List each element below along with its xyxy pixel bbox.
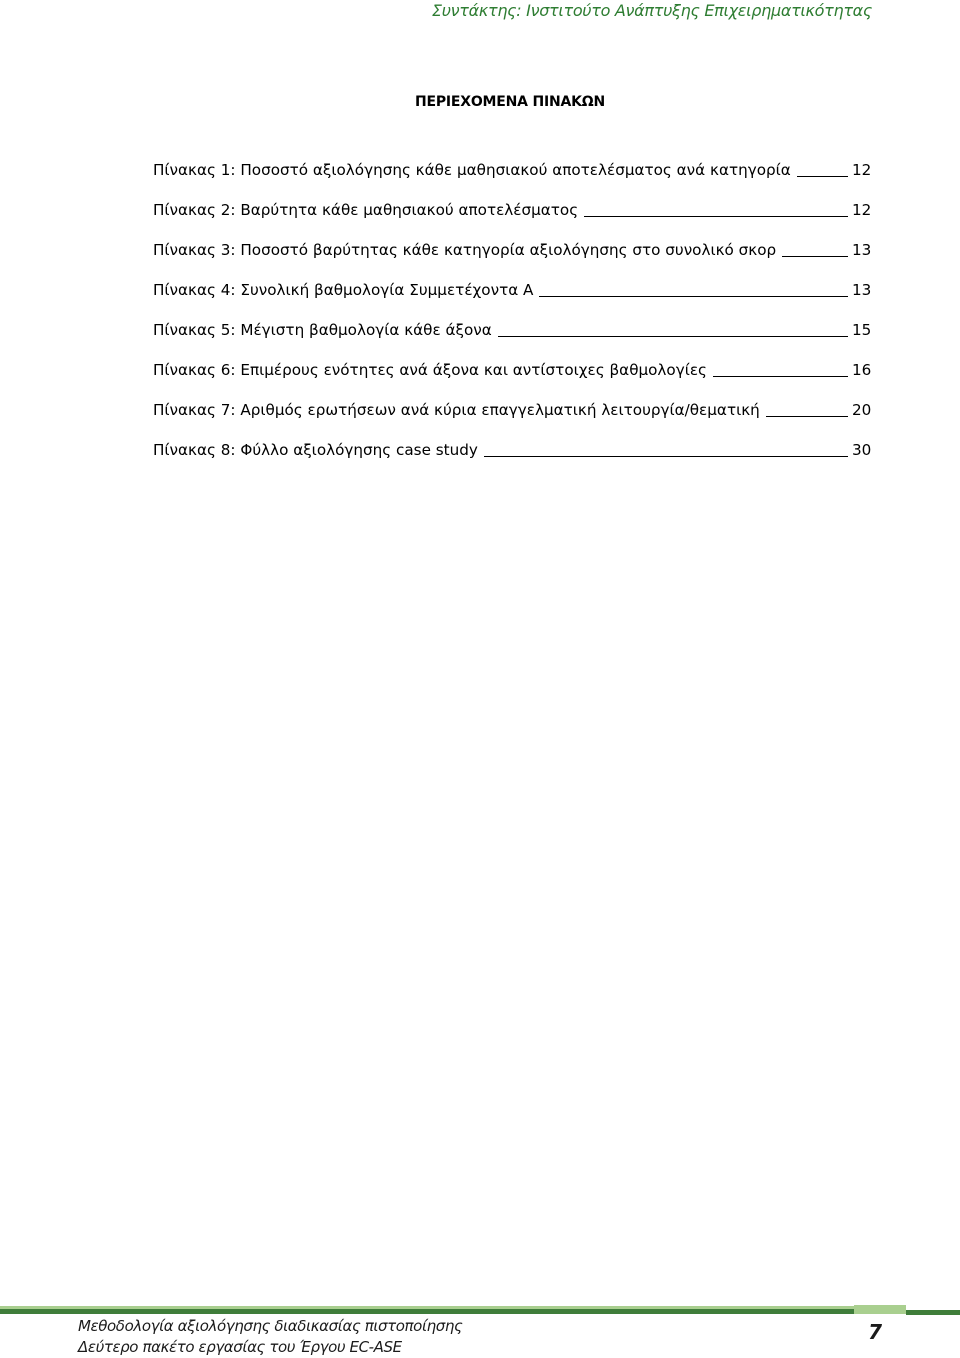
footer-line-1: Μεθοδολογία αξιολόγησης διαδικασίας πιστοποίησης — [78, 1317, 463, 1335]
toc-entry[interactable] — [153, 150, 870, 190]
footer-band-light-block — [854, 1305, 906, 1314]
toc-entry-page: 30 — [852, 441, 872, 459]
footer-line-2: Δεύτερο πακέτο εργασίας του Έργου EC-ASE — [78, 1338, 402, 1356]
toc-leader-line — [539, 296, 848, 297]
toc-entry[interactable] — [153, 310, 870, 350]
toc-entry[interactable] — [153, 430, 870, 470]
toc-entry-label: Πίνακας 5: Μέγιστη βαθμολογία κάθε άξονα — [153, 321, 492, 339]
toc-leader-line — [484, 456, 848, 457]
footer-band-dark-end — [906, 1310, 960, 1315]
toc-title: ΠΕΡΙΕΧΟΜΕΝΑ ΠΙΝΑΚΩΝ — [414, 94, 606, 110]
toc-leader-line — [498, 336, 848, 337]
page-header-author: Συντάκτης: Ινστιτούτο Ανάπτυξης Επιχειρηματικότητας — [431, 1, 872, 20]
toc-entry-page: 12 — [852, 161, 872, 179]
toc-leader-line — [766, 416, 848, 417]
toc-leader-line — [584, 216, 848, 217]
toc-entry[interactable] — [153, 350, 870, 390]
toc-entry[interactable] — [153, 390, 870, 430]
toc-entry-label: Πίνακας 2: Βαρύτητα κάθε μαθησιακού αποτελέσματος — [153, 201, 579, 219]
toc-entry[interactable] — [153, 230, 870, 270]
footer-band-light-segment — [0, 1306, 854, 1309]
table-of-tables — [153, 150, 870, 470]
toc-entry-label: Πίνακας 3: Ποσοστό βαρύτητας κάθε κατηγορία αξιολόγησης στο συνολικό σκορ — [153, 241, 777, 259]
toc-entry-page: 13 — [852, 281, 872, 299]
toc-entry-page: 15 — [852, 321, 872, 339]
toc-entry-label: Πίνακας 1: Ποσοστό αξιολόγησης κάθε μαθησιακού αποτελέσματος ανά κατηγορία — [153, 161, 791, 179]
toc-entry[interactable] — [153, 270, 870, 310]
toc-entry-label: Πίνακας 6: Επιμέρους ενότητες ανά άξονα και αντίστοιχες βαθμολογίες — [153, 361, 707, 379]
footer-document-info — [78, 1316, 462, 1358]
toc-leader-line — [782, 256, 848, 257]
toc-leader-line — [713, 376, 848, 377]
toc-leader-line — [797, 176, 848, 177]
toc-entry-page: 16 — [852, 361, 872, 379]
toc-entry-label: Πίνακας 4: Συνολική βαθμολογία Συμμετέχοντα Α — [153, 281, 534, 299]
toc-entry-page: 13 — [852, 241, 872, 259]
toc-entry-label: Πίνακας 7: Αριθμός ερωτήσεων ανά κύρια επαγγελματική λειτουργία/θεματική — [153, 401, 760, 419]
toc-entry-label: Πίνακας 8: Φύλλο αξιολόγησης case study — [153, 441, 478, 459]
toc-entry-page: 12 — [852, 201, 872, 219]
footer-band-dark-segment — [0, 1309, 854, 1314]
toc-entry-page: 20 — [852, 401, 872, 419]
footer-page-number: 7 — [868, 1320, 882, 1344]
toc-entry[interactable] — [153, 190, 870, 230]
